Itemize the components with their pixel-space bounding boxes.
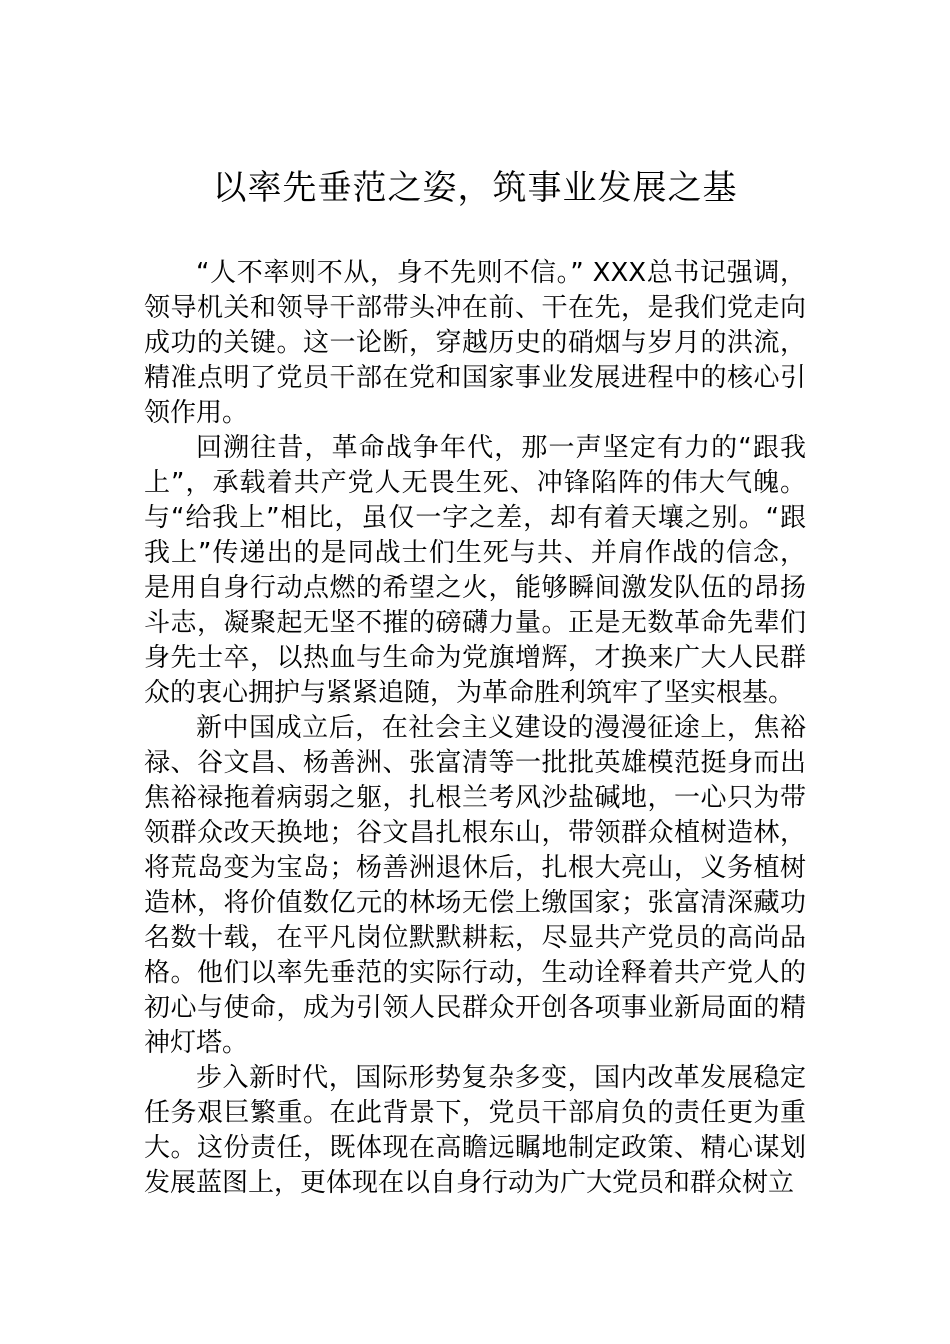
paragraph-3: 新中国成立后，在社会主义建设的漫漫征途上，焦裕禄、谷文昌、杨善洲、张富清等一批批英雄模范挺身而出焦裕禄拖着病弱之躯，扎根兰考风沙盐碱地，一心只为带领群众改天换地；谷文昌扎根东山，带领群众植树造林，将荒岛变为宝岛；杨善洲退休后，扎根大亮山，义务植树造林，将价值数亿元的林场无偿上缴国家；张富清深藏功名数十载，在平凡岗位默默耕耘，尽显共产党员的高尚品格。他们以率先垂范的实际行动，生动诠释着共产党人的初心与使命，成为引领人民群众开创各项事业新局面的精神灯塔。 bbox=[144, 713, 806, 1058]
paragraph-4: 步入新时代，国际形势复杂多变，国内改革发展稳定任务艰巨繁重。在此背景下，党员干部肩负的责任更为重大。这份责任，既体现在高瞻远瞩地制定政策、精心谋划发展蓝图上，更体现在以自身行动为广大党员和群众树立 bbox=[144, 1063, 806, 1198]
paragraph-1: “人不率则不从，身不先则不信。” XXX总书记强调，领导机关和领导干部带头冲在前、干在先，是我们党走向成功的关键。这一论断，穿越历史的硝烟与岁月的洪流，精准点明了党员干部在党和国家事业发展进程中的核心引领作用。 bbox=[144, 258, 806, 428]
paragraph-2: 回溯往昔，革命战争年代，那一声坚定有力的“跟我上”，承载着共产党人无畏生死、冲锋陷阵的伟大气魄。与“给我上”相比，虽仅一字之差，却有着天壤之别。“跟我上”传递出的是同战士们生死与共、并肩作战的信念，是用自身行动点燃的希望之火，能够瞬间激发队伍的昂扬斗志，凝聚起无坚不摧的磅礴力量。正是无数革命先辈们身先士卒，以热血与生命为党旗增辉，才换来广大人民群众的衷心拥护与紧紧追随，为革命胜利筑牢了坚实根基。 bbox=[144, 433, 806, 708]
document-body bbox=[144, 256, 806, 1201]
document-title: 以率先垂范之姿，筑事业发展之基 bbox=[212, 168, 738, 208]
